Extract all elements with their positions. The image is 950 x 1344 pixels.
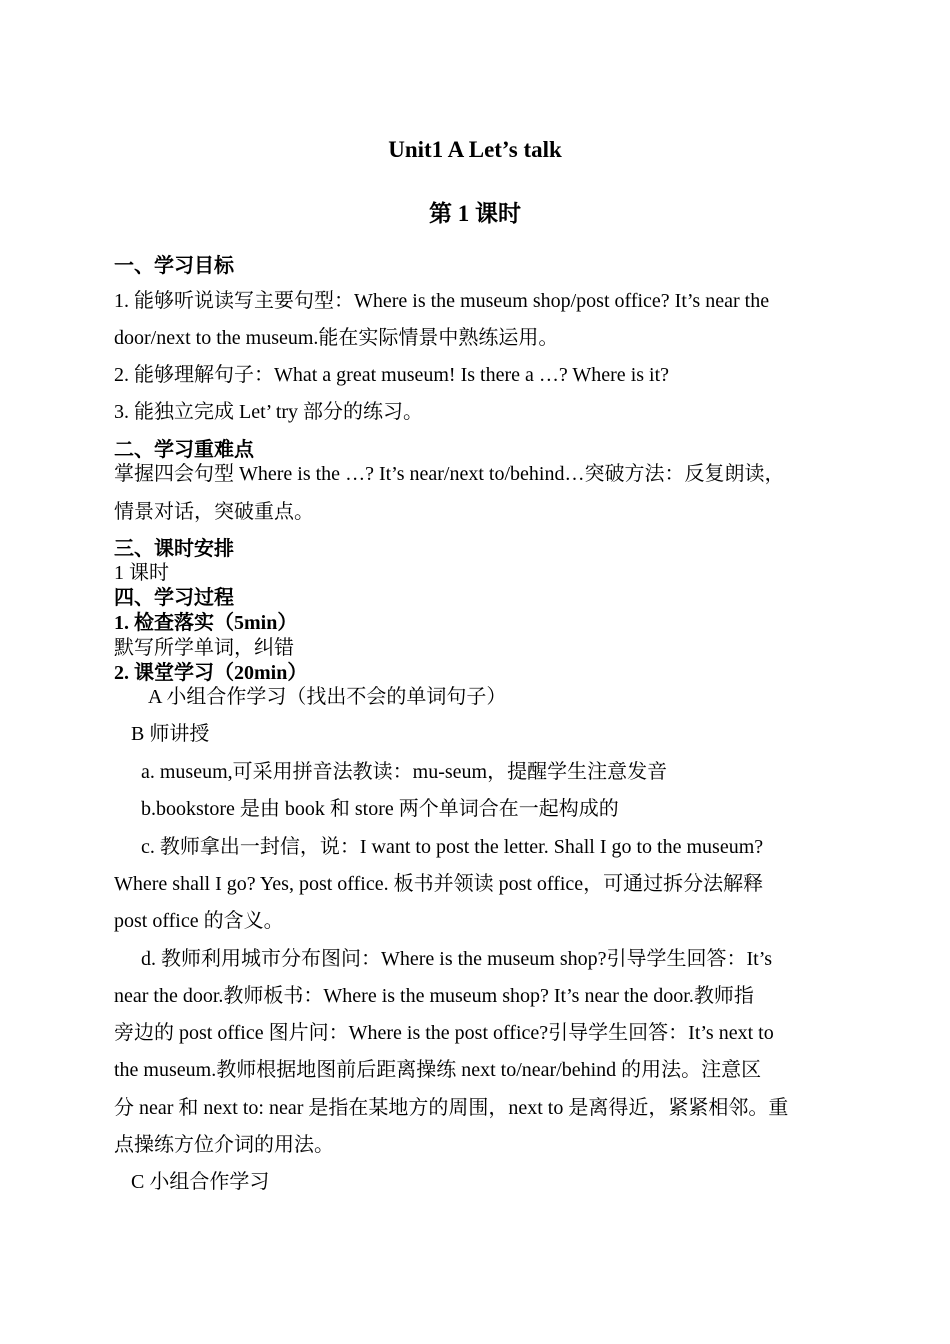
paragraph-line: 掌握四会句型 Where is the …? It’s near/next to/behind…突破方法：反复朗读， [114, 463, 785, 485]
paragraph-line: 点操练方位介词的用法。 [114, 1134, 334, 1156]
paragraph-line: Where shall I go? Yes, post office. 板书并领读 post office，可通过拆分法解释 [114, 873, 764, 895]
paragraph-line: b.bookstore 是由 book 和 store 两个单词合在一起构成的 [141, 798, 619, 820]
paragraph-line: B 师讲授 [131, 723, 210, 745]
document-title: Unit1 A Let’s talk [388, 137, 562, 162]
paragraph-line: 1 课时 [114, 562, 169, 584]
paragraph-line: 分 near 和 next to: near 是指在某地方的周围，next to 是离得近，紧紧相邻。重 [114, 1097, 789, 1119]
paragraph-line: a. museum,可采用拼音法教读：mu-seum，提醒学生注意发音 [141, 761, 668, 783]
paragraph-line: 旁边的 post office 图片问：Where is the post office?引导学生回答：It’s next to [114, 1022, 774, 1044]
section-heading-key-points: 二、学习重难点 [114, 439, 254, 461]
paragraph-line: the museum.教师根据地图前后距离操练 next to/near/behind 的用法。注意区 [114, 1059, 762, 1081]
section-heading-schedule: 三、课时安排 [114, 538, 234, 560]
paragraph-line: C 小组合作学习 [131, 1171, 270, 1193]
section-heading-objectives: 一、学习目标 [114, 255, 234, 277]
paragraph-line: post office 的含义。 [114, 910, 284, 932]
paragraph-line: 情景对话，突破重点。 [114, 501, 314, 523]
paragraph-line: A 小组合作学习（找出不会的单词句子） [148, 686, 507, 708]
sub-heading-class-study: 2. 课堂学习（20min） [114, 662, 308, 684]
paragraph-line: 默写所学单词，纠错 [114, 637, 294, 659]
paragraph-line: near the door.教师板书：Where is the museum shop? It’s near the door.教师指 [114, 985, 754, 1007]
sub-heading-check: 1. 检查落实（5min） [114, 612, 298, 634]
paragraph-line: 2. 能够理解句子：What a great museum! Is there a …? Where is it? [114, 364, 670, 386]
paragraph-line: 1. 能够听说读写主要句型：Where is the museum shop/post office? It’s near the [114, 290, 770, 312]
section-heading-process: 四、学习过程 [114, 587, 234, 609]
paragraph-line: d. 教师利用城市分布图问：Where is the museum shop?引导学生回答：It’s [141, 948, 773, 970]
paragraph-line: c. 教师拿出一封信，说：I want to post the letter. Shall I go to the museum? [141, 836, 764, 858]
lesson-period-title: 第 1 课时 [429, 201, 521, 226]
paragraph-line: 3. 能独立完成 Let’ try 部分的练习。 [114, 401, 424, 423]
paragraph-line: door/next to the museum.能在实际情景中熟练运用。 [114, 327, 559, 349]
